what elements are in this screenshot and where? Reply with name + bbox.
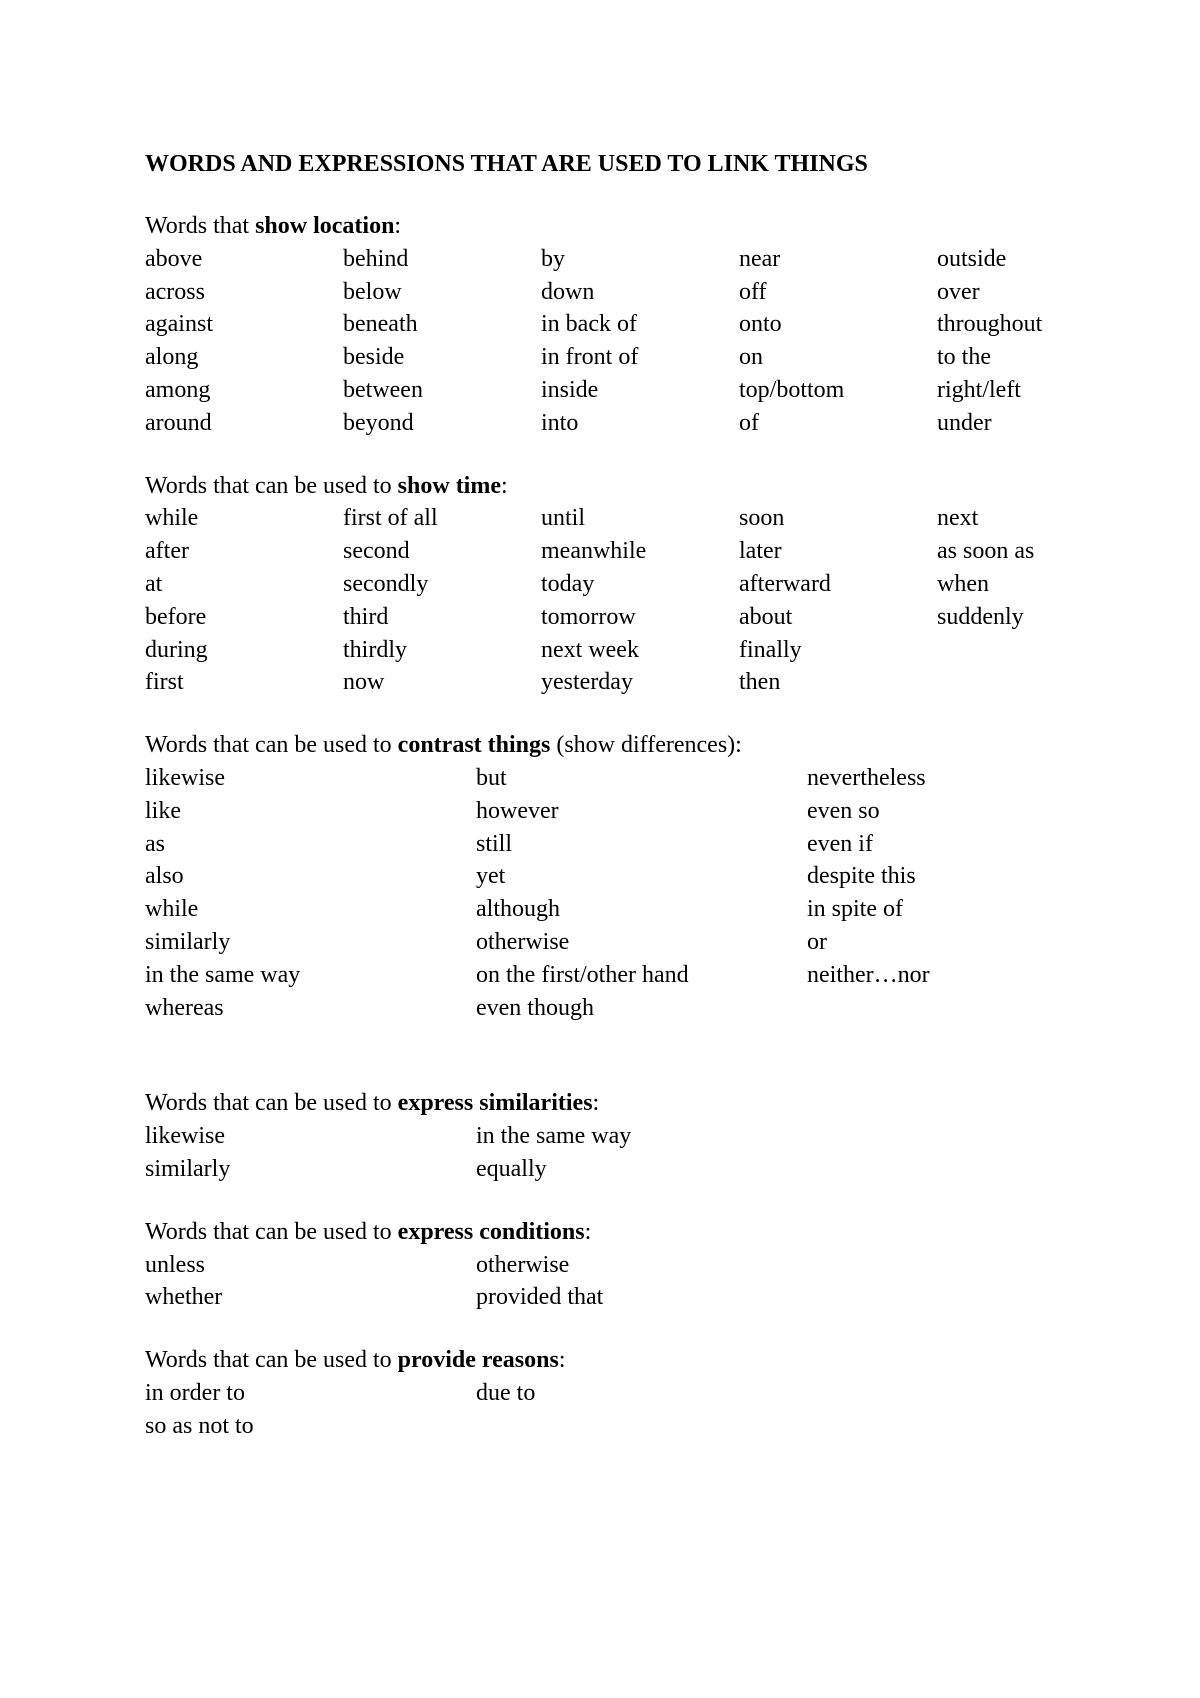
word: when xyxy=(937,570,989,597)
word: finally xyxy=(739,636,802,663)
word-row xyxy=(145,502,1145,535)
word: off xyxy=(739,278,767,305)
word: into xyxy=(541,409,579,436)
section-location xyxy=(145,210,1145,440)
word-row xyxy=(145,634,1145,667)
heading-text: Words that can be used to xyxy=(145,472,398,499)
word: right/left xyxy=(937,376,1021,403)
word: whether xyxy=(145,1284,223,1311)
word: first of all xyxy=(343,505,438,532)
word: beneath xyxy=(343,311,418,338)
section-heading xyxy=(145,210,1145,243)
word: so as not to xyxy=(145,1412,254,1439)
heading-text: : xyxy=(584,1218,592,1245)
heading-text: Words that can be used to xyxy=(145,1347,398,1374)
heading-text: : xyxy=(394,213,402,239)
word: top/bottom xyxy=(739,376,845,403)
word: now xyxy=(343,669,385,696)
word: afterward xyxy=(739,570,831,597)
section-heading xyxy=(145,1216,1145,1249)
word: although xyxy=(476,896,560,923)
word: equally xyxy=(476,1155,547,1182)
word-row xyxy=(145,1377,1145,1410)
word: to the xyxy=(937,344,991,371)
section-heading xyxy=(145,470,1145,503)
word: otherwise xyxy=(476,1251,570,1278)
heading-emphasis: show location xyxy=(255,213,395,239)
section-time xyxy=(145,470,1145,700)
word-row xyxy=(145,992,1145,1025)
word: due to xyxy=(476,1379,536,1406)
word: but xyxy=(476,764,507,791)
word-row xyxy=(145,374,1145,407)
word: around xyxy=(145,409,212,436)
section-heading xyxy=(145,729,1145,762)
word: near xyxy=(739,245,781,272)
heading-text: : xyxy=(558,1347,566,1374)
word: below xyxy=(343,278,402,305)
word-row xyxy=(145,341,1145,374)
word: against xyxy=(145,311,213,338)
section-heading xyxy=(145,1344,1145,1377)
word: above xyxy=(145,245,203,272)
word-row xyxy=(145,276,1145,309)
word: third xyxy=(343,603,389,630)
heading-emphasis: show time xyxy=(397,472,501,499)
word: behind xyxy=(343,245,409,272)
word-row xyxy=(145,601,1145,634)
word-row xyxy=(145,243,1145,276)
heading-text: Words that can be used to xyxy=(145,1218,398,1245)
word: likewise xyxy=(145,1123,225,1150)
word: even though xyxy=(476,994,594,1021)
word-row xyxy=(145,1249,1145,1282)
word: also xyxy=(145,863,184,890)
word: likewise xyxy=(145,764,225,791)
word: like xyxy=(145,797,181,824)
word: beyond xyxy=(343,409,414,436)
word: then xyxy=(739,669,781,696)
word: among xyxy=(145,376,211,403)
word: throughout xyxy=(937,311,1043,338)
word: across xyxy=(145,278,205,305)
word: by xyxy=(541,245,565,272)
word: similarly xyxy=(145,928,231,955)
word-row xyxy=(145,1120,1145,1153)
word: secondly xyxy=(343,570,429,597)
heading-text: : xyxy=(592,1090,600,1117)
word: on the first/other hand xyxy=(476,961,689,988)
word-row xyxy=(145,926,1145,959)
word: provided that xyxy=(476,1284,604,1311)
word: next week xyxy=(541,636,639,663)
word: in the same way xyxy=(145,961,301,988)
word: beside xyxy=(343,344,405,371)
word: in back of xyxy=(541,311,637,338)
word: while xyxy=(145,896,199,923)
word: suddenly xyxy=(937,603,1024,630)
section-reasons xyxy=(145,1344,1145,1442)
heading-emphasis: express similarities xyxy=(397,1090,593,1117)
word: yet xyxy=(476,863,506,890)
word: second xyxy=(343,538,410,565)
page-title: WORDS AND EXPRESSIONS THAT ARE USED TO LINK THINGS xyxy=(145,151,868,177)
word: under xyxy=(937,409,992,436)
heading-emphasis: provide reasons xyxy=(397,1347,559,1374)
word: in front of xyxy=(541,344,639,371)
word: in the same way xyxy=(476,1123,632,1150)
word-row xyxy=(145,407,1145,440)
word: thirdly xyxy=(343,636,407,663)
word: onto xyxy=(739,311,782,338)
word-row xyxy=(145,959,1145,992)
word: as soon as xyxy=(937,538,1035,565)
word-row xyxy=(145,1153,1145,1186)
word: about xyxy=(739,603,793,630)
word: later xyxy=(739,538,782,565)
word: outside xyxy=(937,245,1007,272)
word: in spite of xyxy=(807,896,903,923)
word xyxy=(476,1410,807,1443)
word: during xyxy=(145,636,208,663)
section-similarities xyxy=(145,1087,1145,1185)
word: as xyxy=(145,830,165,857)
word: or xyxy=(807,928,827,955)
word: similarly xyxy=(145,1155,231,1182)
word: even so xyxy=(807,797,880,824)
word-row xyxy=(145,666,1145,699)
word-row xyxy=(145,762,1145,795)
word: along xyxy=(145,344,199,371)
section-conditions xyxy=(145,1216,1145,1314)
word: until xyxy=(541,505,586,532)
word-row xyxy=(145,893,1145,926)
word xyxy=(807,992,1138,1025)
word: next xyxy=(937,505,979,532)
word-row xyxy=(145,828,1145,861)
word: between xyxy=(343,376,423,403)
word: first xyxy=(145,669,184,696)
word: soon xyxy=(739,505,785,532)
word: on xyxy=(739,344,763,371)
heading-text: Words that xyxy=(145,213,256,239)
document-page xyxy=(145,148,1145,1443)
word: neither…nor xyxy=(807,961,930,988)
word: despite this xyxy=(807,863,916,890)
heading-emphasis: contrast things xyxy=(397,732,551,759)
word-row xyxy=(145,308,1145,341)
word: down xyxy=(541,278,595,305)
word: still xyxy=(476,830,513,857)
heading-text: Words that can be used to xyxy=(145,1090,398,1117)
word: over xyxy=(937,278,980,305)
word-row xyxy=(145,568,1145,601)
word: even if xyxy=(807,830,873,857)
word-row xyxy=(145,535,1145,568)
word: of xyxy=(739,409,759,436)
word: in order to xyxy=(145,1379,245,1406)
word: meanwhile xyxy=(541,538,647,565)
word-row xyxy=(145,860,1145,893)
word-row xyxy=(145,1410,1145,1443)
word: unless xyxy=(145,1251,205,1278)
word: after xyxy=(145,538,189,565)
word: nevertheless xyxy=(807,764,926,791)
heading-emphasis: express conditions xyxy=(397,1218,585,1245)
heading-text: Words that can be used to xyxy=(145,732,398,759)
word: before xyxy=(145,603,207,630)
heading-text: : xyxy=(501,472,508,499)
word: tomorrow xyxy=(541,603,636,630)
word: otherwise xyxy=(476,928,570,955)
word: inside xyxy=(541,376,599,403)
heading-text: (show differences): xyxy=(550,732,742,759)
word: however xyxy=(476,797,559,824)
word xyxy=(937,634,1135,667)
word: whereas xyxy=(145,994,224,1021)
section-heading xyxy=(145,1087,1145,1120)
word: at xyxy=(145,570,163,597)
word: yesterday xyxy=(541,669,633,696)
word: today xyxy=(541,570,595,597)
word-row xyxy=(145,795,1145,828)
word: while xyxy=(145,505,199,532)
section-contrast xyxy=(145,729,1145,1024)
word xyxy=(937,666,1135,699)
word-row xyxy=(145,1281,1145,1314)
